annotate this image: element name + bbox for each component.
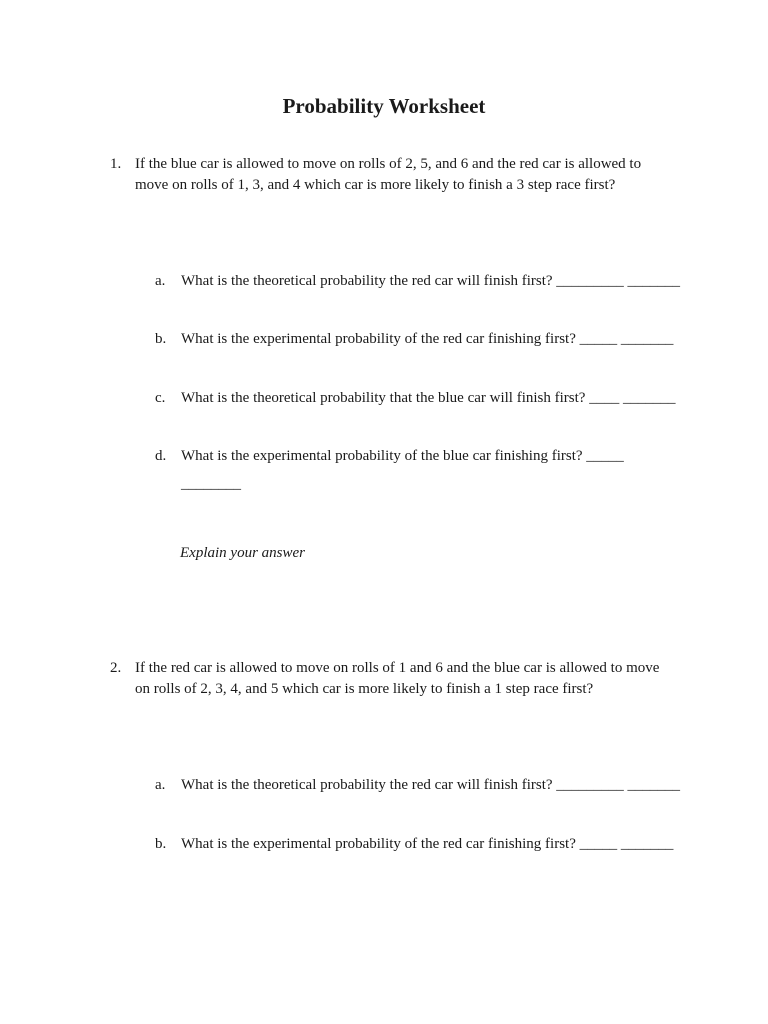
part-letter: a.: [155, 777, 166, 793]
part-letter: b.: [155, 331, 167, 347]
question-2: [110, 658, 670, 700]
part-letter: b.: [155, 836, 167, 852]
question-1-part-a: [155, 267, 685, 295]
part-letter: c.: [155, 390, 166, 406]
part-letter: d.: [155, 448, 167, 464]
explain-note: Explain your answer: [180, 545, 305, 561]
part-text: What is the theoretical probability the red car will finish first? _________ _______: [181, 777, 681, 793]
page-title: Probability Worksheet: [282, 94, 486, 118]
question-1-part-b: [155, 325, 685, 353]
question-1-part-d: [155, 442, 685, 498]
part-text: What is the experimental probability of the red car finishing first? _____ _______: [181, 331, 674, 347]
part-text: What is the theoretical probability that the blue car will finish first? ____ _______: [181, 390, 676, 406]
question-1-part-c: [155, 384, 685, 412]
part-text: What is the experimental probability of the blue car finishing first? _____ ________: [181, 448, 624, 492]
part-letter: a.: [155, 273, 166, 289]
question-text: If the blue car is allowed to move on rolls of 2, 5, and 6 and the red car is allowed to move on rolls of 1, 3, and 4 which car is more likely to finish a 3 step race first?: [135, 156, 642, 193]
part-text: What is the experimental probability of the red car finishing first? _____ _______: [181, 836, 674, 852]
question-2-part-b: [155, 830, 685, 858]
question-text: If the red car is allowed to move on rolls of 1 and 6 and the blue car is allowed to move on rolls of 2, 3, 4, and 5 which car is more likely to finish a 1 step race first?: [135, 660, 660, 697]
question-number: 2.: [110, 660, 122, 676]
part-text: What is the theoretical probability the red car will finish first? _________ _______: [181, 273, 681, 289]
question-2-part-a: [155, 771, 685, 799]
question-number: 1.: [110, 156, 122, 172]
question-1: [110, 154, 670, 196]
